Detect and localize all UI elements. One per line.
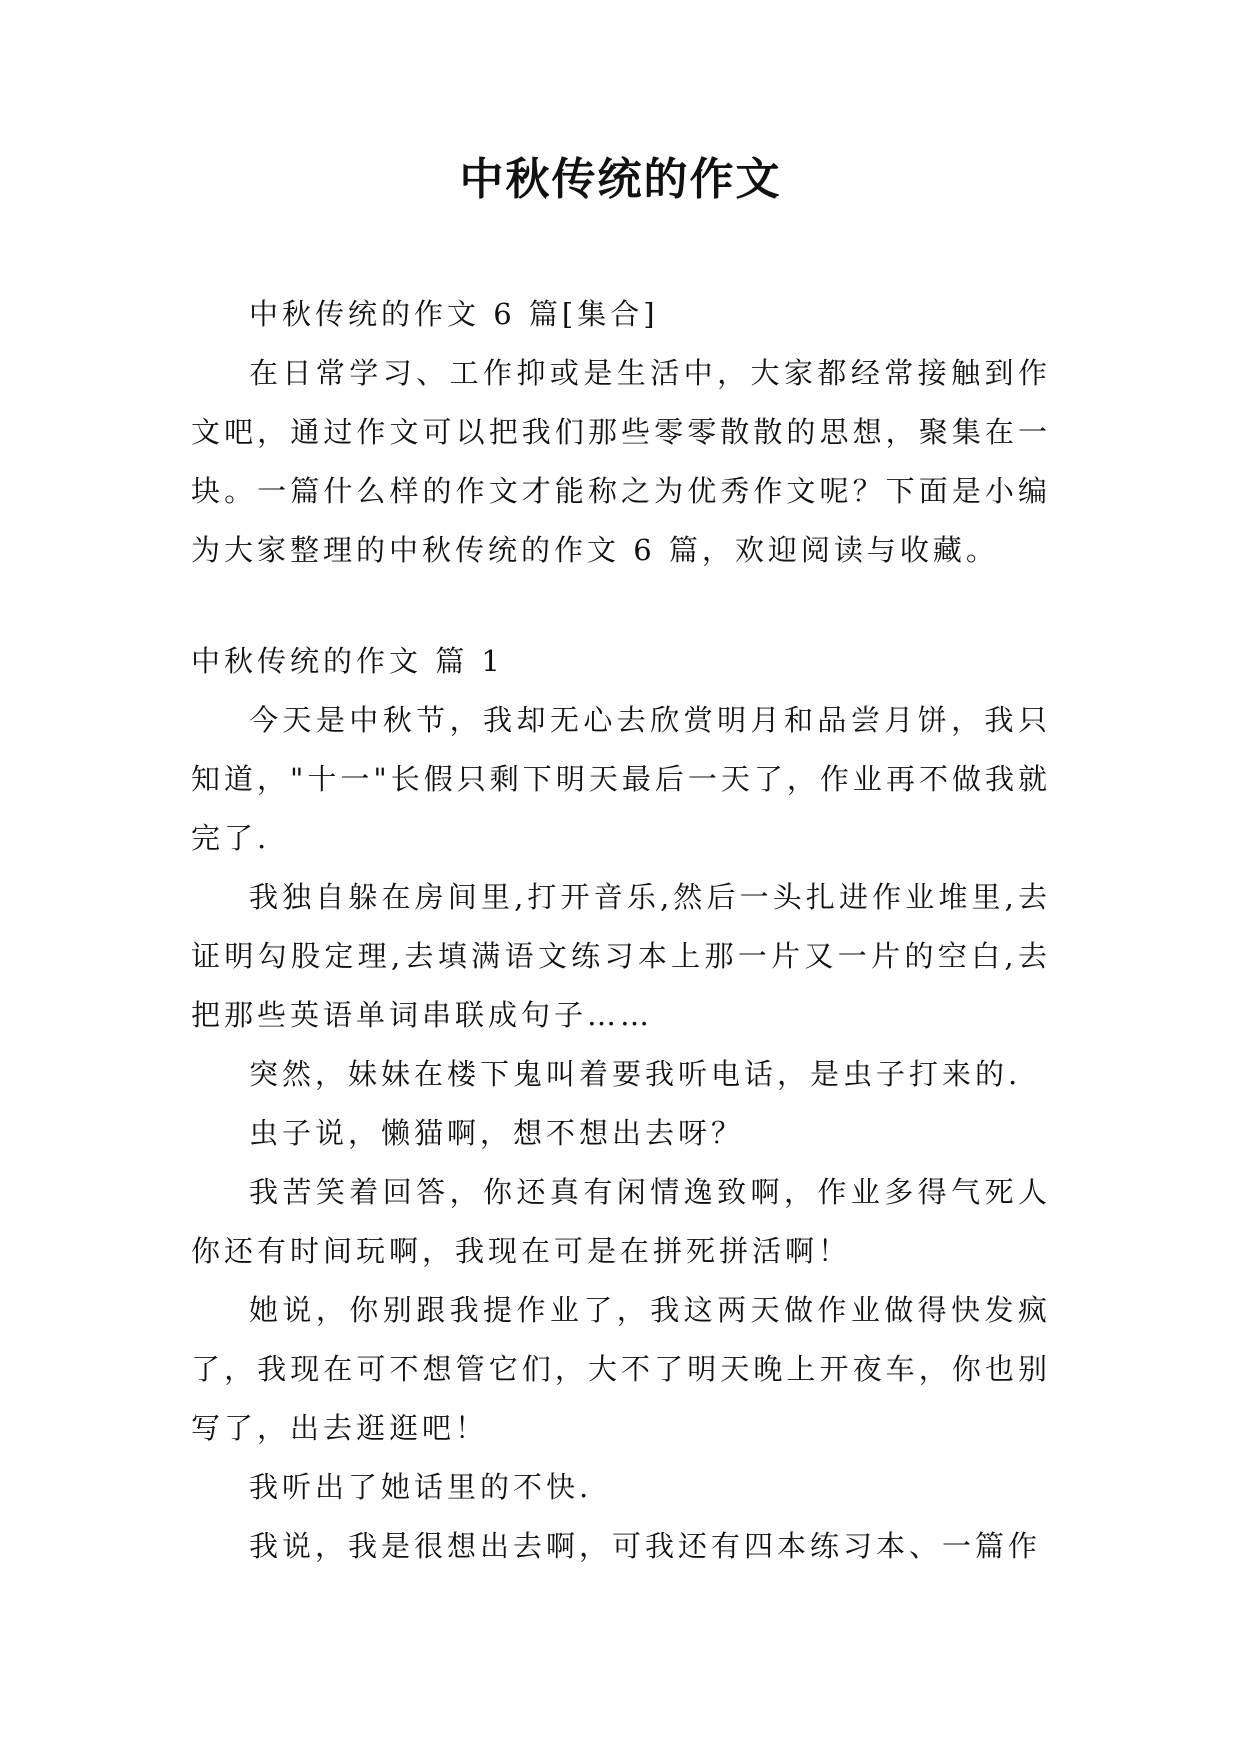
body-paragraph: 我听出了她话里的不快.: [249, 1470, 593, 1504]
body-paragraph: 今天是中秋节，我却无心去欣赏明月和品尝月饼，我只知道，"十一"长假只剩下明天最后一天了，作业再不做我就完了.: [191, 703, 1051, 855]
body-paragraph: 虫子说，懒猫啊，想不想出去呀？: [249, 1116, 745, 1150]
body-paragraph: 我独自躲在房间里,打开音乐,然后一头扎进作业堆里,去证明勾股定理,去填满语文练习本上那一片又一片的空白,去把那些英语单词串联成句子……: [191, 880, 1051, 1032]
body-paragraph: 我说，我是很想出去啊，可我还有四本练习本、一篇作: [249, 1529, 1042, 1563]
section-spacer: [191, 580, 1051, 632]
subtitle-paragraph: 中秋传统的作文 6 篇[集合]: [249, 297, 659, 331]
section-heading: 中秋传统的作文 篇 1: [191, 644, 504, 678]
body-paragraph: 突然，妹妹在楼下鬼叫着要我听电话，是虫子打来的.: [249, 1057, 1022, 1091]
body-paragraph: 我苦笑着回答，你还真有闲情逸致啊，作业多得气死人你还有时间玩啊，我现在可是在拼死拼活啊！: [191, 1175, 1051, 1268]
document-body: [191, 285, 1051, 1576]
document-title: 中秋传统的作文: [459, 154, 782, 205]
body-paragraph: 她说，你别跟我提作业了，我这两天做作业做得快发疯了，我现在可不想管它们，大不了明天晚上开夜车，你也别写了，出去逛逛吧！: [191, 1293, 1051, 1445]
intro-paragraph: 在日常学习、工作抑或是生活中，大家都经常接触到作文吧，通过作文可以把我们那些零零散散的思想，聚集在一块。一篇什么样的作文才能称之为优秀作文呢？下面是小编为大家整理的中秋传统的作文 6 篇，欢迎阅读与收藏。: [191, 356, 1051, 567]
